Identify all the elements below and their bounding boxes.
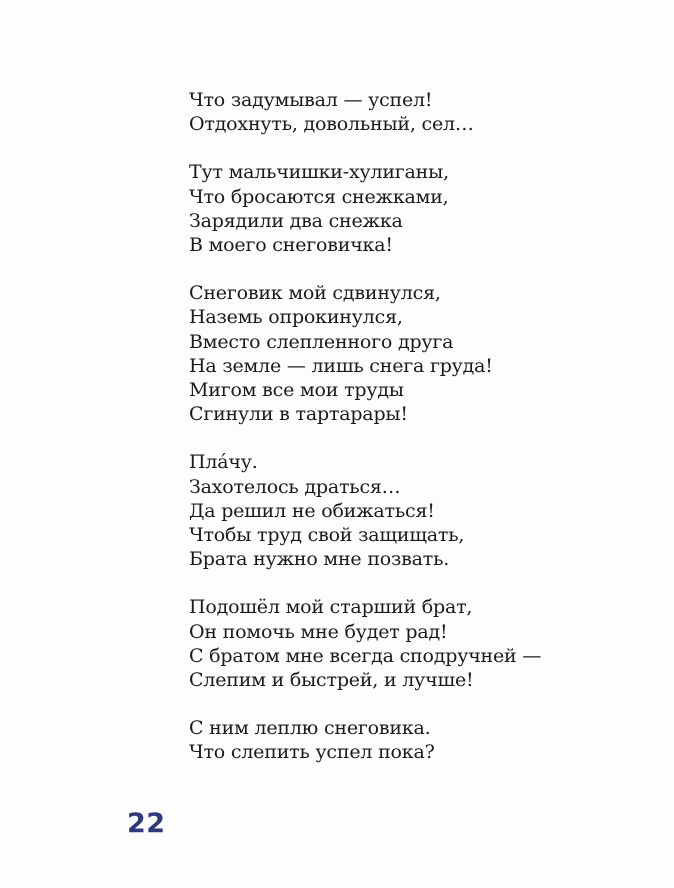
poem-line: Мигом все мои труды (189, 379, 404, 402)
poem-line: Захотелось драться… (189, 475, 401, 498)
poem-line: С братом мне всегда сподручней — (189, 644, 542, 667)
stanza (189, 595, 629, 692)
poem-line: Пла́чу. (189, 451, 258, 474)
stanza (189, 160, 629, 257)
poem-line: Снеговик мой сдвинулся, (189, 282, 441, 305)
poem-line: В моего снеговичка! (189, 234, 393, 257)
poem-line: Слепим и быстрей, и лучше! (189, 669, 474, 692)
poem-line: Чтобы труд свой защищать, (189, 524, 465, 547)
poem-line: На земле — лишь снега груда! (189, 354, 493, 377)
stanza (189, 716, 629, 764)
stanza (189, 281, 629, 426)
poem-line: Он помочь мне будет рад! (189, 620, 448, 643)
poem-line: Вместо слепленного друга (189, 330, 454, 353)
poem-line: Брата нужно мне позвать. (189, 548, 450, 571)
poem-line: Что задумывал — успел! (189, 89, 433, 111)
poem-line: Что слепить успел пока? (189, 741, 435, 764)
page-number: 22 (127, 808, 166, 839)
stanza (189, 88, 629, 136)
poem-line: Зарядили два снежка (189, 209, 403, 232)
stanza (189, 450, 629, 571)
poem-line: Да решил не обижаться! (189, 499, 435, 522)
poem-line: Отдохнуть, довольный, сел… (189, 113, 474, 136)
poem-line: Наземь опрокинулся, (189, 306, 403, 329)
poem (189, 88, 629, 789)
poem-line: Тут мальчишки-хулиганы, (189, 161, 449, 184)
poem-line: С ним леплю снеговика. (189, 717, 431, 740)
poem-line: Что бросаются снежками, (189, 185, 449, 208)
poem-line: Подошёл мой старший брат, (189, 596, 473, 619)
poem-line: Сгинули в тартарары! (189, 403, 408, 426)
